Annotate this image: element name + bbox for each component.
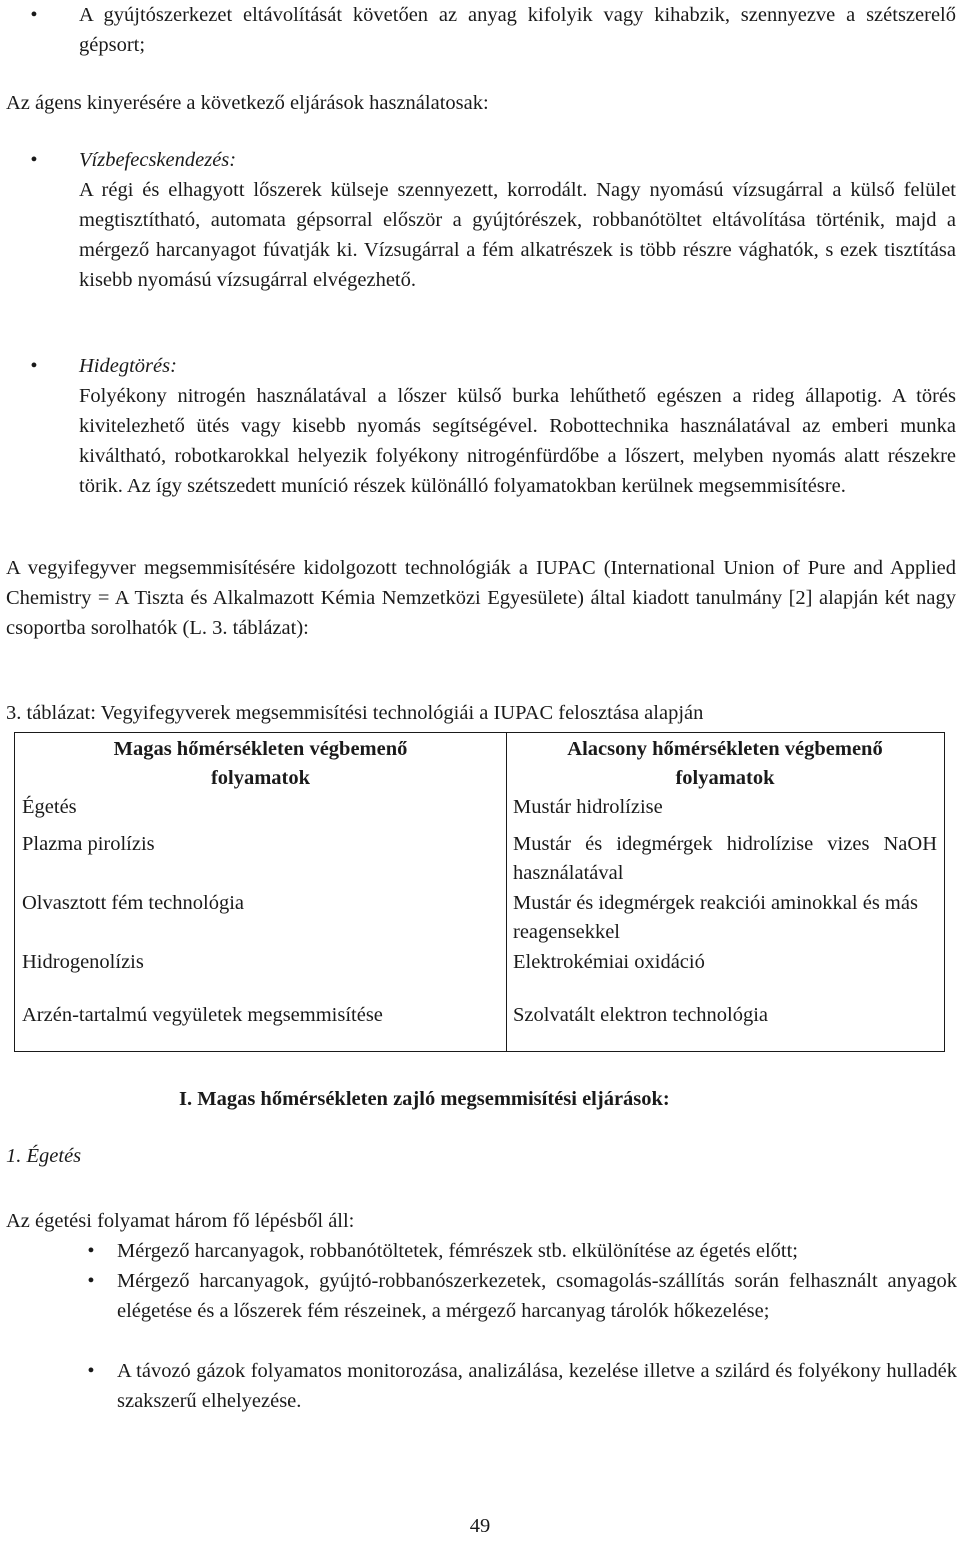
bullet-icon: • [30, 4, 38, 26]
bullet-icon: • [87, 1360, 95, 1382]
bullet-icon: • [30, 149, 38, 171]
list-item-text: A gyújtószerkezet eltávolítását követően az anyag kifolyik vagy kihabzik, szennyezve a szétszerelő gépsort; [79, 4, 956, 56]
list-item-text: Mérgező harcanyagok, robbanótöltetek, fémrészek stb. elkülönítése az égetés előtt; [117, 1240, 798, 1262]
table-cell: Szolvatált elektron technológia [513, 1004, 769, 1026]
list-item [87, 1356, 957, 1416]
table-header-low-temp [506, 735, 944, 793]
list-item-text: Mérgező harcanyagok, gyújtó-robbanószerkezetek, csomagolás-szállítás során felhasznált anyagok elégetése és a lőszerek fém részeinek, a mérgező harcanyag tárolók hőkezelése; [117, 1270, 957, 1322]
technology-table [14, 732, 945, 1052]
header-line: Alacsony hőmérsékleten végbemenő [567, 738, 883, 760]
method-title: Hidegtörés: [79, 355, 177, 377]
bullet-icon: • [87, 1270, 95, 1292]
table-cell: Égetés [22, 796, 77, 818]
method-body: Folyékony nitrogén használatával a lőszer külső burka lehűthető egészen a rideg állapotig. A törés kivitelezhető ütés vagy kisebb nyomás segítségével. Robottechnika használatával az emberi munka kiváltható, robotkarokkal helyezik folyékony nitrogénfürdőbe a lőszert, melyben nyomás alatt részekre törik. Az így szétszedett muníció részek különálló folyamatokban kerülnek megsemmisítésre. [79, 385, 956, 497]
intro-text: Az ágens kinyerésére a következő eljárások használatosak: [6, 92, 489, 114]
iupac-paragraph: A vegyifegyver megsemmisítésére kidolgozott technológiák a IUPAC (International Union of Pure and Applied Chemistry = A Tiszta és Alkalmazott Kémia Nemzetközi Egyesülete) által kiadott tanulmány [2] alapján két nagy csoportba sorolhatók (L. 3. táblázat): [6, 557, 956, 639]
steps-intro: Az égetési folyamat három fő lépésből áll: [6, 1210, 355, 1232]
header-line: folyamatok [675, 767, 775, 789]
table-cell: Mustár hidrolízise [513, 796, 663, 818]
method-title: Vízbefecskendezés: [79, 149, 237, 171]
list-item [30, 0, 956, 60]
table-cell: Mustár és idegmérgek reakciói aminokkal és más reagensekkel [513, 892, 918, 943]
table-cell: Hidrogenolízis [22, 951, 144, 973]
table-cell: Arzén-tartalmú vegyületek megsemmisítése [22, 1004, 383, 1026]
bullet-icon: • [30, 355, 38, 377]
method-hidegtores [30, 351, 956, 501]
table-cell: Mustár és idegmérgek hidrolízise vizes NaOH használatával [513, 833, 937, 884]
table-cell: Elektrokémiai oxidáció [513, 951, 705, 973]
bullet-icon: • [87, 1240, 95, 1262]
table-header-high-temp [15, 735, 506, 793]
section-title: I. Magas hőmérsékleten zajló megsemmisítési eljárások: [179, 1088, 670, 1110]
method-body: A régi és elhagyott lőszerek külseje szennyezett, korrodált. Nagy nyomású vízsugárral a külső felület megtisztítható, automata gépsorral először a gyújtórészek, robbanótöltet eltávolítása történik, majd a mérgező harcanyagot fúvatják ki. Vízsugárral a fém alkatrészek is több részre vághatók, s ezek tisztítása kisebb nyomású vízsugárral elvégezhető. [79, 179, 956, 291]
table-cell: Plazma pirolízis [22, 833, 155, 855]
list-item [87, 1236, 957, 1266]
table-cell: Olvasztott fém technológia [22, 892, 245, 914]
method-vizbefecskendezes [30, 145, 956, 295]
header-line: Magas hőmérsékleten végbemenő [113, 738, 408, 760]
table-caption: 3. táblázat: Vegyifegyverek megsemmisítési technológiái a IUPAC felosztása alapján [6, 702, 704, 724]
header-line: folyamatok [210, 767, 311, 789]
list-item-text: A távozó gázok folyamatos monitorozása, analizálása, kezelése illetve a szilárd és folyékony hulladék szakszerű elhelyezése. [117, 1360, 957, 1412]
list-item [87, 1266, 957, 1326]
page-number: 49 [469, 1515, 491, 1537]
subsection-title: 1. Égetés [6, 1145, 82, 1167]
